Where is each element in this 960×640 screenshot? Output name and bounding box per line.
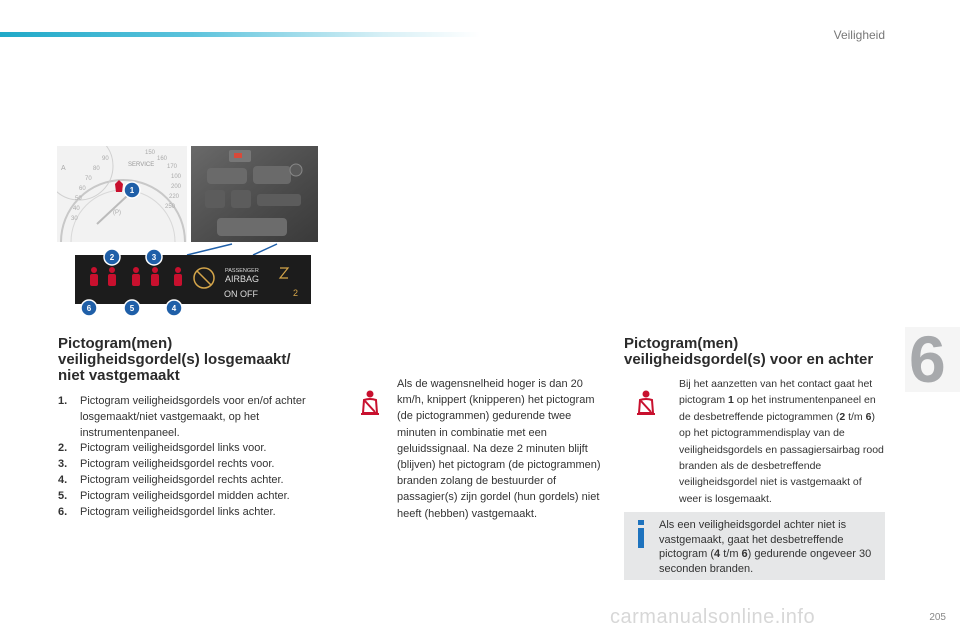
list-item: 2. Pictogram veiligheidsgordel links voor. <box>58 442 267 455</box>
info-box <box>624 512 885 580</box>
svg-text:160: 160 <box>157 156 168 162</box>
svg-text:250: 250 <box>165 204 176 210</box>
watermark: carmanualsonline.info <box>610 606 816 628</box>
instrument-cluster-image <box>57 146 187 242</box>
seatbelt-figure <box>57 146 318 320</box>
list-item: 5. Pictogram veiligheidsgordel midden achter. <box>58 489 290 502</box>
right-heading: Pictogram(men) veiligheidsgordel(s) voor en achter <box>624 335 874 368</box>
svg-text:70: 70 <box>85 176 92 182</box>
chapter-number: 6 <box>909 322 946 396</box>
svg-text:40: 40 <box>73 206 80 212</box>
svg-text:(P): (P) <box>113 210 121 216</box>
callout-3: 3 <box>151 253 157 262</box>
overhead-console-image <box>191 146 318 242</box>
svg-text:90: 90 <box>102 156 109 162</box>
pictogram-list <box>58 394 318 520</box>
callout-4: 4 <box>171 304 177 313</box>
svg-text:30: 30 <box>71 216 78 222</box>
svg-text:200: 200 <box>171 184 182 190</box>
info-text: Als een veiligheidsgordel achter niet is vastgemaakt, gaat het desbetreffende pictogram (4 t/m 6) gedurende ongeveer 30 seconden branden. <box>659 519 872 575</box>
callout-1: 1 <box>129 186 135 195</box>
svg-text:150: 150 <box>145 150 156 156</box>
svg-text:80: 80 <box>93 166 100 172</box>
info-icon <box>634 520 648 548</box>
svg-text:100: 100 <box>171 174 182 180</box>
header-accent-bar <box>0 32 480 37</box>
list-item: 1. Pictogram veiligheidsgordels voor en/of achter losgemaakt/niet vastgemaakt, op het instrumentenpaneel. <box>58 395 306 439</box>
list-item: 6. Pictogram veiligheidsgordel links achter. <box>58 505 276 518</box>
speed-warning-paragraph: Als de wagensnelheid hoger is dan 20 km/h, knippert (knipperen) het pictogram (de pictogrammen) gedurende twee minuten in combinatie met een geluidssignaal. Na deze 2 minuten blijft (blijven) het pictogram (de pictogrammen) branden zolang de bestuurder of passagier(s) zijn gordel (hun gordels) niet heeft (hebben) vastgemaakt. <box>397 378 601 520</box>
callout-6: 6 <box>86 304 92 313</box>
callout-2: 2 <box>109 253 115 262</box>
svg-text:A: A <box>61 165 66 172</box>
ignition-paragraph: Bij het aanzetten van het contact gaat het pictogram 1 op het instrumentenpaneel en de desbetreffende pictogrammen (2 t/m 6) op het pictogrammendisplay van de veiligheidsgordels en passagiersairbag rood branden als de desbetreffende veiligheidsgordel niet is vastgemaakt of weer is losgemaakt. <box>679 378 884 505</box>
panel-count: 2 <box>293 288 299 298</box>
page-number: 205 <box>929 612 946 623</box>
panel-airbag-label: AIRBAG <box>225 274 260 284</box>
chapter-tab <box>905 322 960 396</box>
dial-label: SERVICE <box>128 162 155 168</box>
seatbelt-warning-icon <box>358 390 382 416</box>
svg-text:50: 50 <box>75 196 82 202</box>
seatbelt-warning-icon <box>634 390 658 416</box>
svg-text:220: 220 <box>169 194 180 200</box>
list-item: 4. Pictogram veiligheidsgordel rechts achter. <box>58 473 284 486</box>
list-item: 3. Pictogram veiligheidsgordel rechts voor. <box>58 458 275 471</box>
svg-text:170: 170 <box>167 164 178 170</box>
panel-on-off-label: ON OFF <box>224 289 258 299</box>
callout-5: 5 <box>129 304 135 313</box>
svg-text:60: 60 <box>79 186 86 192</box>
left-heading: Pictogram(men) veiligheidsgordel(s) losgemaakt/ niet vastgemaakt <box>58 335 291 384</box>
panel-passenger-label: PASSENGER <box>225 268 259 274</box>
section-title: Veiligheid <box>833 28 885 42</box>
